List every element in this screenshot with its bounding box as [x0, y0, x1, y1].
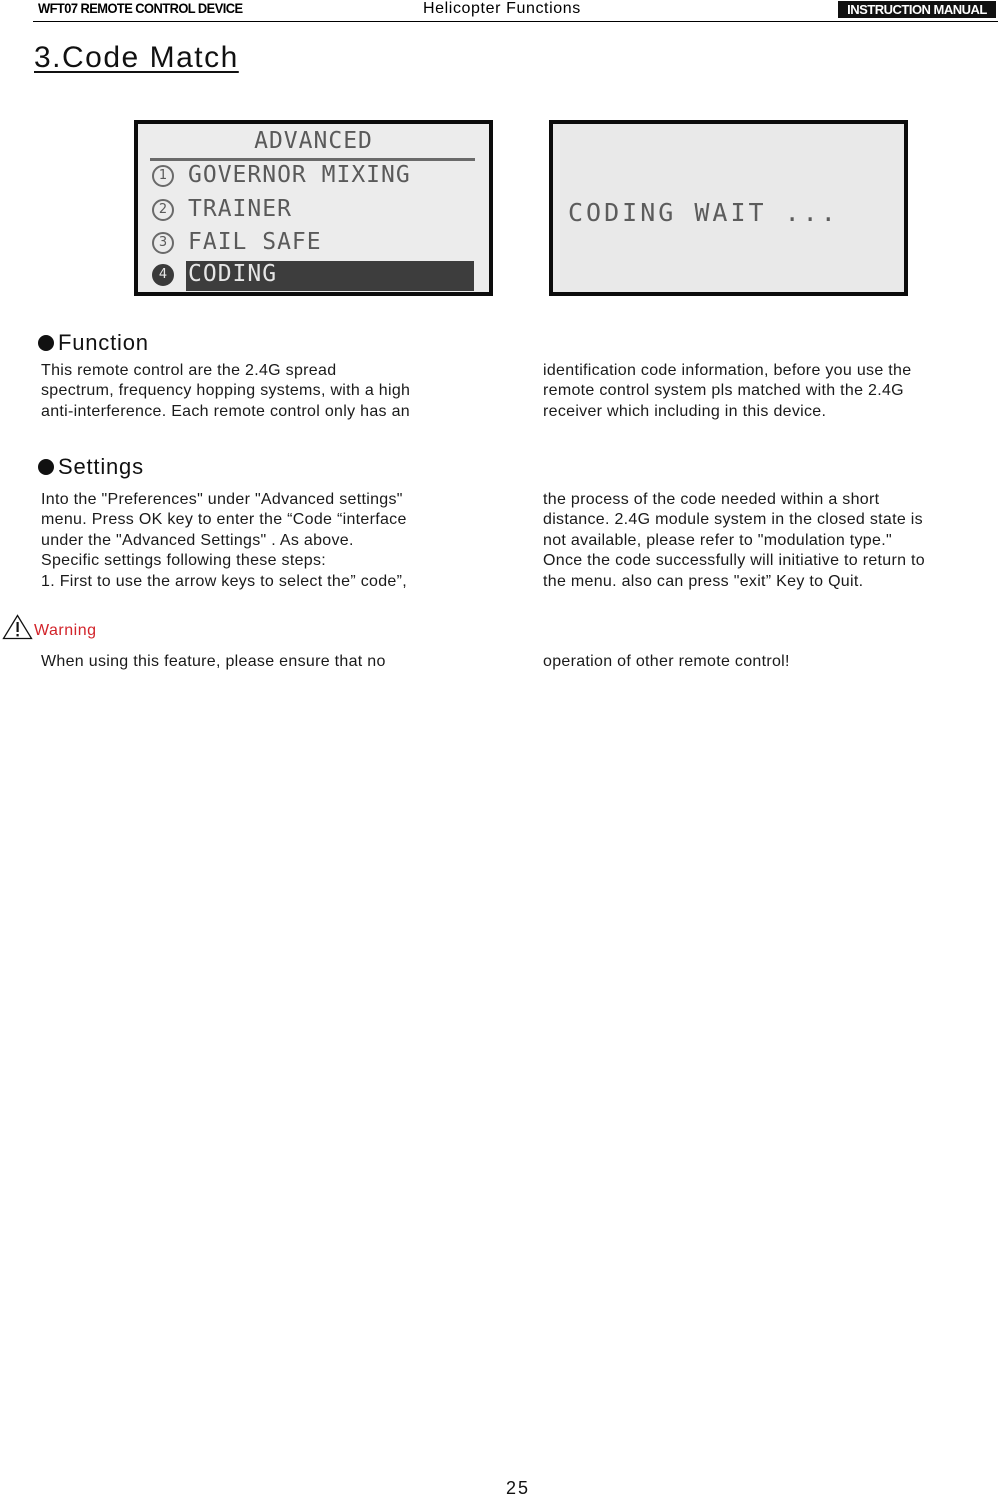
text-line: operation of other remote control! [543, 653, 790, 670]
lcd-menu-item-label: CODING [188, 261, 278, 287]
text-line: not available, please refer to "modulation type." [543, 531, 892, 549]
bullet-icon [38, 335, 54, 351]
page-number: 25 [505, 1478, 531, 1498]
warning-text-left [41, 652, 386, 672]
text-line: under the "Advanced Settings" . As above. [41, 531, 354, 549]
settings-heading [38, 454, 144, 480]
text-line: spectrum, frequency hopping systems, with a high [41, 382, 411, 400]
warning-text-right [543, 652, 790, 672]
function-heading-label: Function [58, 330, 149, 355]
text-line: This remote control are the 2.4G spread [41, 362, 337, 379]
lcd-menu-title: ADVANCED [254, 128, 373, 154]
settings-heading-label: Settings [58, 454, 144, 479]
text-line: 1. First to use the arrow keys to select the” code”, [41, 572, 407, 590]
lcd-status-message: CODING WAIT ... [568, 198, 839, 227]
text-line: receiver which including in this device. [543, 402, 827, 420]
text-line: menu. Press OK key to enter the “Code “interface [41, 511, 407, 529]
warning-triangle-icon [2, 614, 33, 640]
item-number-icon: 1 [152, 165, 174, 187]
bullet-icon [38, 459, 54, 475]
header-divider [33, 21, 998, 22]
function-text-left [41, 361, 410, 422]
text-line: Into the "Preferences" under "Advanced settings" [41, 491, 403, 508]
text-line: the process of the code needed within a short [543, 491, 880, 508]
text-line: identification code information, before you use the [543, 362, 912, 379]
warning-label: Warning [34, 622, 97, 639]
lcd-menu-item-governor-mixing [152, 162, 478, 192]
lcd-status-screen [549, 120, 908, 296]
lcd-menu-item-trainer [152, 196, 478, 226]
lcd-menu-item-fail-safe [152, 229, 478, 259]
settings-text-right [543, 490, 925, 592]
header-section-title: Helicopter Functions [423, 0, 581, 17]
item-number-icon: 3 [152, 232, 174, 254]
text-line: When using this feature, please ensure that no [41, 653, 386, 670]
text-line: remote control system pls matched with the 2.4G [543, 382, 904, 400]
text-line: Once the code successfully will initiative to return to [543, 552, 925, 570]
function-heading [38, 330, 149, 356]
lcd-menu-item-label: TRAINER [188, 196, 292, 222]
function-text-right [543, 361, 911, 422]
text-line: anti-interference. Each remote control only has an [41, 402, 410, 420]
lcd-menu-item-coding [152, 261, 478, 291]
item-number-icon: 2 [152, 199, 174, 221]
text-line: distance. 2.4G module system in the closed state is [543, 511, 923, 529]
warning-heading [2, 614, 96, 640]
settings-text-left [41, 490, 407, 592]
text-line: Specific settings following these steps: [41, 552, 327, 570]
item-number-icon: 4 [152, 264, 174, 286]
lcd-menu-divider [150, 158, 475, 161]
text-line: the menu. also can press "exit” Key to Quit. [543, 572, 864, 590]
lcd-menu-item-label: GOVERNOR MIXING [188, 162, 411, 188]
lcd-menu-item-label: FAIL SAFE [188, 229, 322, 255]
header-manual-label: INSTRUCTION MANUAL [838, 1, 996, 18]
lcd-menu-screen [134, 120, 493, 296]
page-title: 3.Code Match [34, 41, 239, 74]
header-document-title: WFT07 REMOTE CONTROL DEVICE [38, 0, 243, 16]
